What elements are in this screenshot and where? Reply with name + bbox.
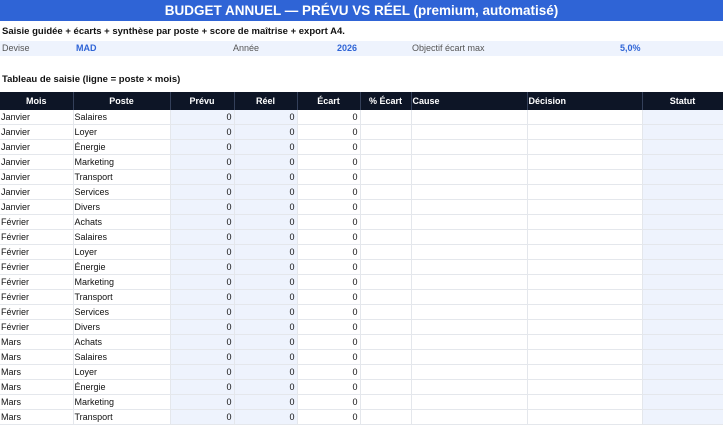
col-header-reel[interactable]: Réel [234,92,297,110]
cell-pct-ecart[interactable] [360,170,411,185]
cell-ecart[interactable]: 0 [297,305,360,320]
table-body [0,110,723,425]
cell-reel[interactable]: 0 [234,125,297,140]
cell-ecart[interactable]: 0 [297,170,360,185]
cell-reel[interactable]: 0 [234,260,297,275]
cell-mois[interactable]: Janvier [0,170,73,185]
cell-mois[interactable]: Février [0,215,73,230]
cell-statut[interactable] [642,155,723,170]
cell-mois[interactable]: Mars [0,335,73,350]
cell-decision[interactable] [527,335,642,350]
cell-pct-ecart[interactable] [360,185,411,200]
table-row [0,230,723,245]
cell-mois[interactable]: Janvier [0,140,73,155]
cell-poste[interactable]: Marketing [73,395,170,410]
cell-cause[interactable] [411,365,527,380]
cell-pct-ecart[interactable] [360,395,411,410]
cell-ecart[interactable]: 0 [297,215,360,230]
cell-ecart[interactable]: 0 [297,275,360,290]
cell-cause[interactable] [411,380,527,395]
cell-statut[interactable] [642,170,723,185]
cell-cause[interactable] [411,395,527,410]
cell-prevu[interactable]: 0 [170,365,234,380]
cell-cause[interactable] [411,260,527,275]
cell-cause[interactable] [411,305,527,320]
cell-reel[interactable]: 0 [234,140,297,155]
cell-pct-ecart[interactable] [360,365,411,380]
cell-cause[interactable] [411,185,527,200]
cell-prevu[interactable]: 0 [170,215,234,230]
cell-prevu[interactable]: 0 [170,185,234,200]
cell-pct-ecart[interactable] [360,350,411,365]
table-row [0,395,723,410]
devise-label: Devise [2,43,30,53]
cell-poste[interactable]: Salaires [73,110,170,125]
cell-decision[interactable] [527,230,642,245]
cell-decision[interactable] [527,140,642,155]
cell-cause[interactable] [411,110,527,125]
table-row [0,185,723,200]
col-header-decision[interactable]: Décision [527,92,642,110]
cell-statut[interactable] [642,230,723,245]
table-row [0,110,723,125]
cell-poste[interactable]: Services [73,185,170,200]
cell-reel[interactable]: 0 [234,155,297,170]
cell-pct-ecart[interactable] [360,275,411,290]
cell-decision[interactable] [527,110,642,125]
cell-statut[interactable] [642,305,723,320]
cell-cause[interactable] [411,275,527,290]
cell-mois[interactable]: Février [0,275,73,290]
cell-ecart[interactable]: 0 [297,245,360,260]
cell-decision[interactable] [527,410,642,425]
cell-reel[interactable]: 0 [234,275,297,290]
cell-decision[interactable] [527,395,642,410]
cell-reel[interactable]: 0 [234,365,297,380]
table-row [0,290,723,305]
cell-pct-ecart[interactable] [360,155,411,170]
cell-cause[interactable] [411,290,527,305]
cell-poste[interactable]: Achats [73,215,170,230]
cell-mois[interactable]: Février [0,305,73,320]
objectif-label: Objectif écart max [412,43,485,53]
cell-mois[interactable]: Janvier [0,185,73,200]
cell-decision[interactable] [527,125,642,140]
cell-statut[interactable] [642,410,723,425]
col-header-ecart[interactable]: Écart [297,92,360,110]
cell-prevu[interactable]: 0 [170,245,234,260]
cell-mois[interactable]: Janvier [0,110,73,125]
table-header-row [0,92,723,110]
table-row [0,200,723,215]
cell-reel[interactable]: 0 [234,110,297,125]
cell-statut[interactable] [642,335,723,350]
cell-statut[interactable] [642,185,723,200]
cell-pct-ecart[interactable] [360,200,411,215]
cell-cause[interactable] [411,140,527,155]
cell-mois[interactable]: Mars [0,350,73,365]
cell-ecart[interactable]: 0 [297,200,360,215]
cell-ecart[interactable]: 0 [297,350,360,365]
cell-poste[interactable]: Transport [73,410,170,425]
cell-cause[interactable] [411,335,527,350]
objectif-value[interactable]: 5,0% [620,43,641,53]
cell-prevu[interactable]: 0 [170,305,234,320]
cell-decision[interactable] [527,275,642,290]
cell-statut[interactable] [642,215,723,230]
cell-poste[interactable]: Salaires [73,230,170,245]
cell-mois[interactable]: Février [0,320,73,335]
cell-mois[interactable]: Janvier [0,125,73,140]
cell-prevu[interactable]: 0 [170,350,234,365]
cell-pct-ecart[interactable] [360,410,411,425]
cell-poste[interactable]: Services [73,305,170,320]
table-row [0,155,723,170]
cell-pct-ecart[interactable] [360,110,411,125]
cell-reel[interactable]: 0 [234,215,297,230]
cell-ecart[interactable]: 0 [297,125,360,140]
cell-poste[interactable]: Marketing [73,275,170,290]
cell-poste[interactable]: Transport [73,290,170,305]
cell-reel[interactable]: 0 [234,200,297,215]
annee-value[interactable]: 2026 [337,43,358,53]
cell-cause[interactable] [411,320,527,335]
cell-ecart[interactable]: 0 [297,380,360,395]
cell-prevu[interactable]: 0 [170,410,234,425]
cell-mois[interactable]: Mars [0,410,73,425]
cell-reel[interactable]: 0 [234,170,297,185]
cell-reel[interactable]: 0 [234,185,297,200]
cell-prevu[interactable]: 0 [170,335,234,350]
cell-ecart[interactable]: 0 [297,320,360,335]
cell-statut[interactable] [642,140,723,155]
cell-statut[interactable] [642,260,723,275]
cell-poste[interactable]: Loyer [73,125,170,140]
cell-pct-ecart[interactable] [360,245,411,260]
cell-prevu[interactable]: 0 [170,140,234,155]
cell-cause[interactable] [411,200,527,215]
cell-reel[interactable]: 0 [234,395,297,410]
cell-decision[interactable] [527,380,642,395]
cell-reel[interactable]: 0 [234,230,297,245]
table-row [0,365,723,380]
cell-decision[interactable] [527,260,642,275]
section-title: Tableau de saisie (ligne = poste × mois) [2,74,181,85]
table-row [0,215,723,230]
cell-mois[interactable]: Février [0,260,73,275]
cell-poste[interactable]: Divers [73,320,170,335]
cell-pct-ecart[interactable] [360,305,411,320]
cell-prevu[interactable]: 0 [170,200,234,215]
cell-decision[interactable] [527,200,642,215]
sheet-banner-title: BUDGET ANNUEL — PRÉVU VS RÉEL (premium, automatisé) [0,0,723,21]
parameters-row [0,41,723,56]
cell-prevu[interactable]: 0 [170,290,234,305]
cell-mois[interactable]: Janvier [0,155,73,170]
cell-decision[interactable] [527,290,642,305]
table-row [0,170,723,185]
cell-pct-ecart[interactable] [360,320,411,335]
cell-reel[interactable]: 0 [234,305,297,320]
cell-mois[interactable]: Mars [0,380,73,395]
cell-pct-ecart[interactable] [360,290,411,305]
cell-mois[interactable]: Février [0,290,73,305]
annee-label: Année [233,43,260,53]
cell-decision[interactable] [527,155,642,170]
cell-ecart[interactable]: 0 [297,395,360,410]
cell-poste[interactable]: Loyer [73,365,170,380]
cell-decision[interactable] [527,245,642,260]
cell-mois[interactable]: Mars [0,365,73,380]
cell-pct-ecart[interactable] [360,125,411,140]
col-header-mois[interactable]: Mois [0,92,73,110]
cell-cause[interactable] [411,155,527,170]
cell-poste[interactable]: Transport [73,170,170,185]
table-row [0,410,723,425]
cell-pct-ecart[interactable] [360,215,411,230]
cell-poste[interactable]: Achats [73,335,170,350]
cell-poste[interactable]: Marketing [73,155,170,170]
cell-pct-ecart[interactable] [360,230,411,245]
cell-decision[interactable] [527,170,642,185]
cell-cause[interactable] [411,410,527,425]
cell-statut[interactable] [642,110,723,125]
cell-reel[interactable]: 0 [234,350,297,365]
cell-poste[interactable]: Divers [73,200,170,215]
cell-reel[interactable]: 0 [234,290,297,305]
cell-poste[interactable]: Énergie [73,140,170,155]
cell-mois[interactable]: Février [0,245,73,260]
cell-pct-ecart[interactable] [360,335,411,350]
cell-mois[interactable]: Février [0,230,73,245]
cell-ecart[interactable]: 0 [297,230,360,245]
cell-prevu[interactable]: 0 [170,170,234,185]
cell-ecart[interactable]: 0 [297,260,360,275]
cell-prevu[interactable]: 0 [170,380,234,395]
cell-ecart[interactable]: 0 [297,185,360,200]
cell-prevu[interactable]: 0 [170,275,234,290]
table-row [0,245,723,260]
cell-reel[interactable]: 0 [234,335,297,350]
col-header-poste[interactable]: Poste [73,92,170,110]
table-row [0,350,723,365]
cell-decision[interactable] [527,215,642,230]
cell-ecart[interactable]: 0 [297,155,360,170]
col-header-prevu[interactable]: Prévu [170,92,234,110]
table-row [0,305,723,320]
table-row [0,275,723,290]
cell-statut[interactable] [642,380,723,395]
cell-pct-ecart[interactable] [360,260,411,275]
cell-decision[interactable] [527,185,642,200]
cell-decision[interactable] [527,320,642,335]
cell-decision[interactable] [527,350,642,365]
cell-ecart[interactable]: 0 [297,290,360,305]
cell-poste[interactable]: Énergie [73,260,170,275]
cell-poste[interactable]: Énergie [73,380,170,395]
col-header-pct-ecart[interactable]: % Écart [360,92,411,110]
table-row [0,125,723,140]
cell-prevu[interactable]: 0 [170,125,234,140]
cell-prevu[interactable]: 0 [170,320,234,335]
cell-cause[interactable] [411,125,527,140]
cell-ecart[interactable]: 0 [297,410,360,425]
col-header-cause[interactable]: Cause [411,92,527,110]
cell-cause[interactable] [411,215,527,230]
cell-reel[interactable]: 0 [234,410,297,425]
cell-mois[interactable]: Janvier [0,200,73,215]
cell-poste[interactable]: Salaires [73,350,170,365]
cell-reel[interactable]: 0 [234,380,297,395]
table-row [0,335,723,350]
cell-reel[interactable]: 0 [234,245,297,260]
cell-decision[interactable] [527,365,642,380]
cell-cause[interactable] [411,245,527,260]
cell-ecart[interactable]: 0 [297,335,360,350]
cell-prevu[interactable]: 0 [170,230,234,245]
cell-statut[interactable] [642,200,723,215]
cell-statut[interactable] [642,320,723,335]
cell-poste[interactable]: Loyer [73,245,170,260]
cell-decision[interactable] [527,305,642,320]
cell-statut[interactable] [642,290,723,305]
col-header-statut[interactable]: Statut [642,92,723,110]
cell-mois[interactable]: Mars [0,395,73,410]
cell-statut[interactable] [642,350,723,365]
table-row [0,380,723,395]
cell-prevu[interactable]: 0 [170,260,234,275]
cell-statut[interactable] [642,125,723,140]
cell-statut[interactable] [642,365,723,380]
entry-table [0,92,723,425]
entry-table-wrap [0,92,723,425]
cell-ecart[interactable]: 0 [297,110,360,125]
cell-statut[interactable] [642,395,723,410]
cell-cause[interactable] [411,350,527,365]
cell-ecart[interactable]: 0 [297,365,360,380]
cell-reel[interactable]: 0 [234,320,297,335]
table-row [0,320,723,335]
cell-ecart[interactable]: 0 [297,140,360,155]
devise-value[interactable]: MAD [76,43,97,53]
cell-statut[interactable] [642,245,723,260]
cell-prevu[interactable]: 0 [170,155,234,170]
cell-prevu[interactable]: 0 [170,395,234,410]
table-row [0,260,723,275]
cell-pct-ecart[interactable] [360,140,411,155]
sheet-subtitle: Saisie guidée + écarts + synthèse par poste + score de maîtrise + export A4. [2,26,345,37]
cell-cause[interactable] [411,170,527,185]
cell-prevu[interactable]: 0 [170,110,234,125]
table-row [0,140,723,155]
cell-cause[interactable] [411,230,527,245]
cell-statut[interactable] [642,275,723,290]
cell-pct-ecart[interactable] [360,380,411,395]
